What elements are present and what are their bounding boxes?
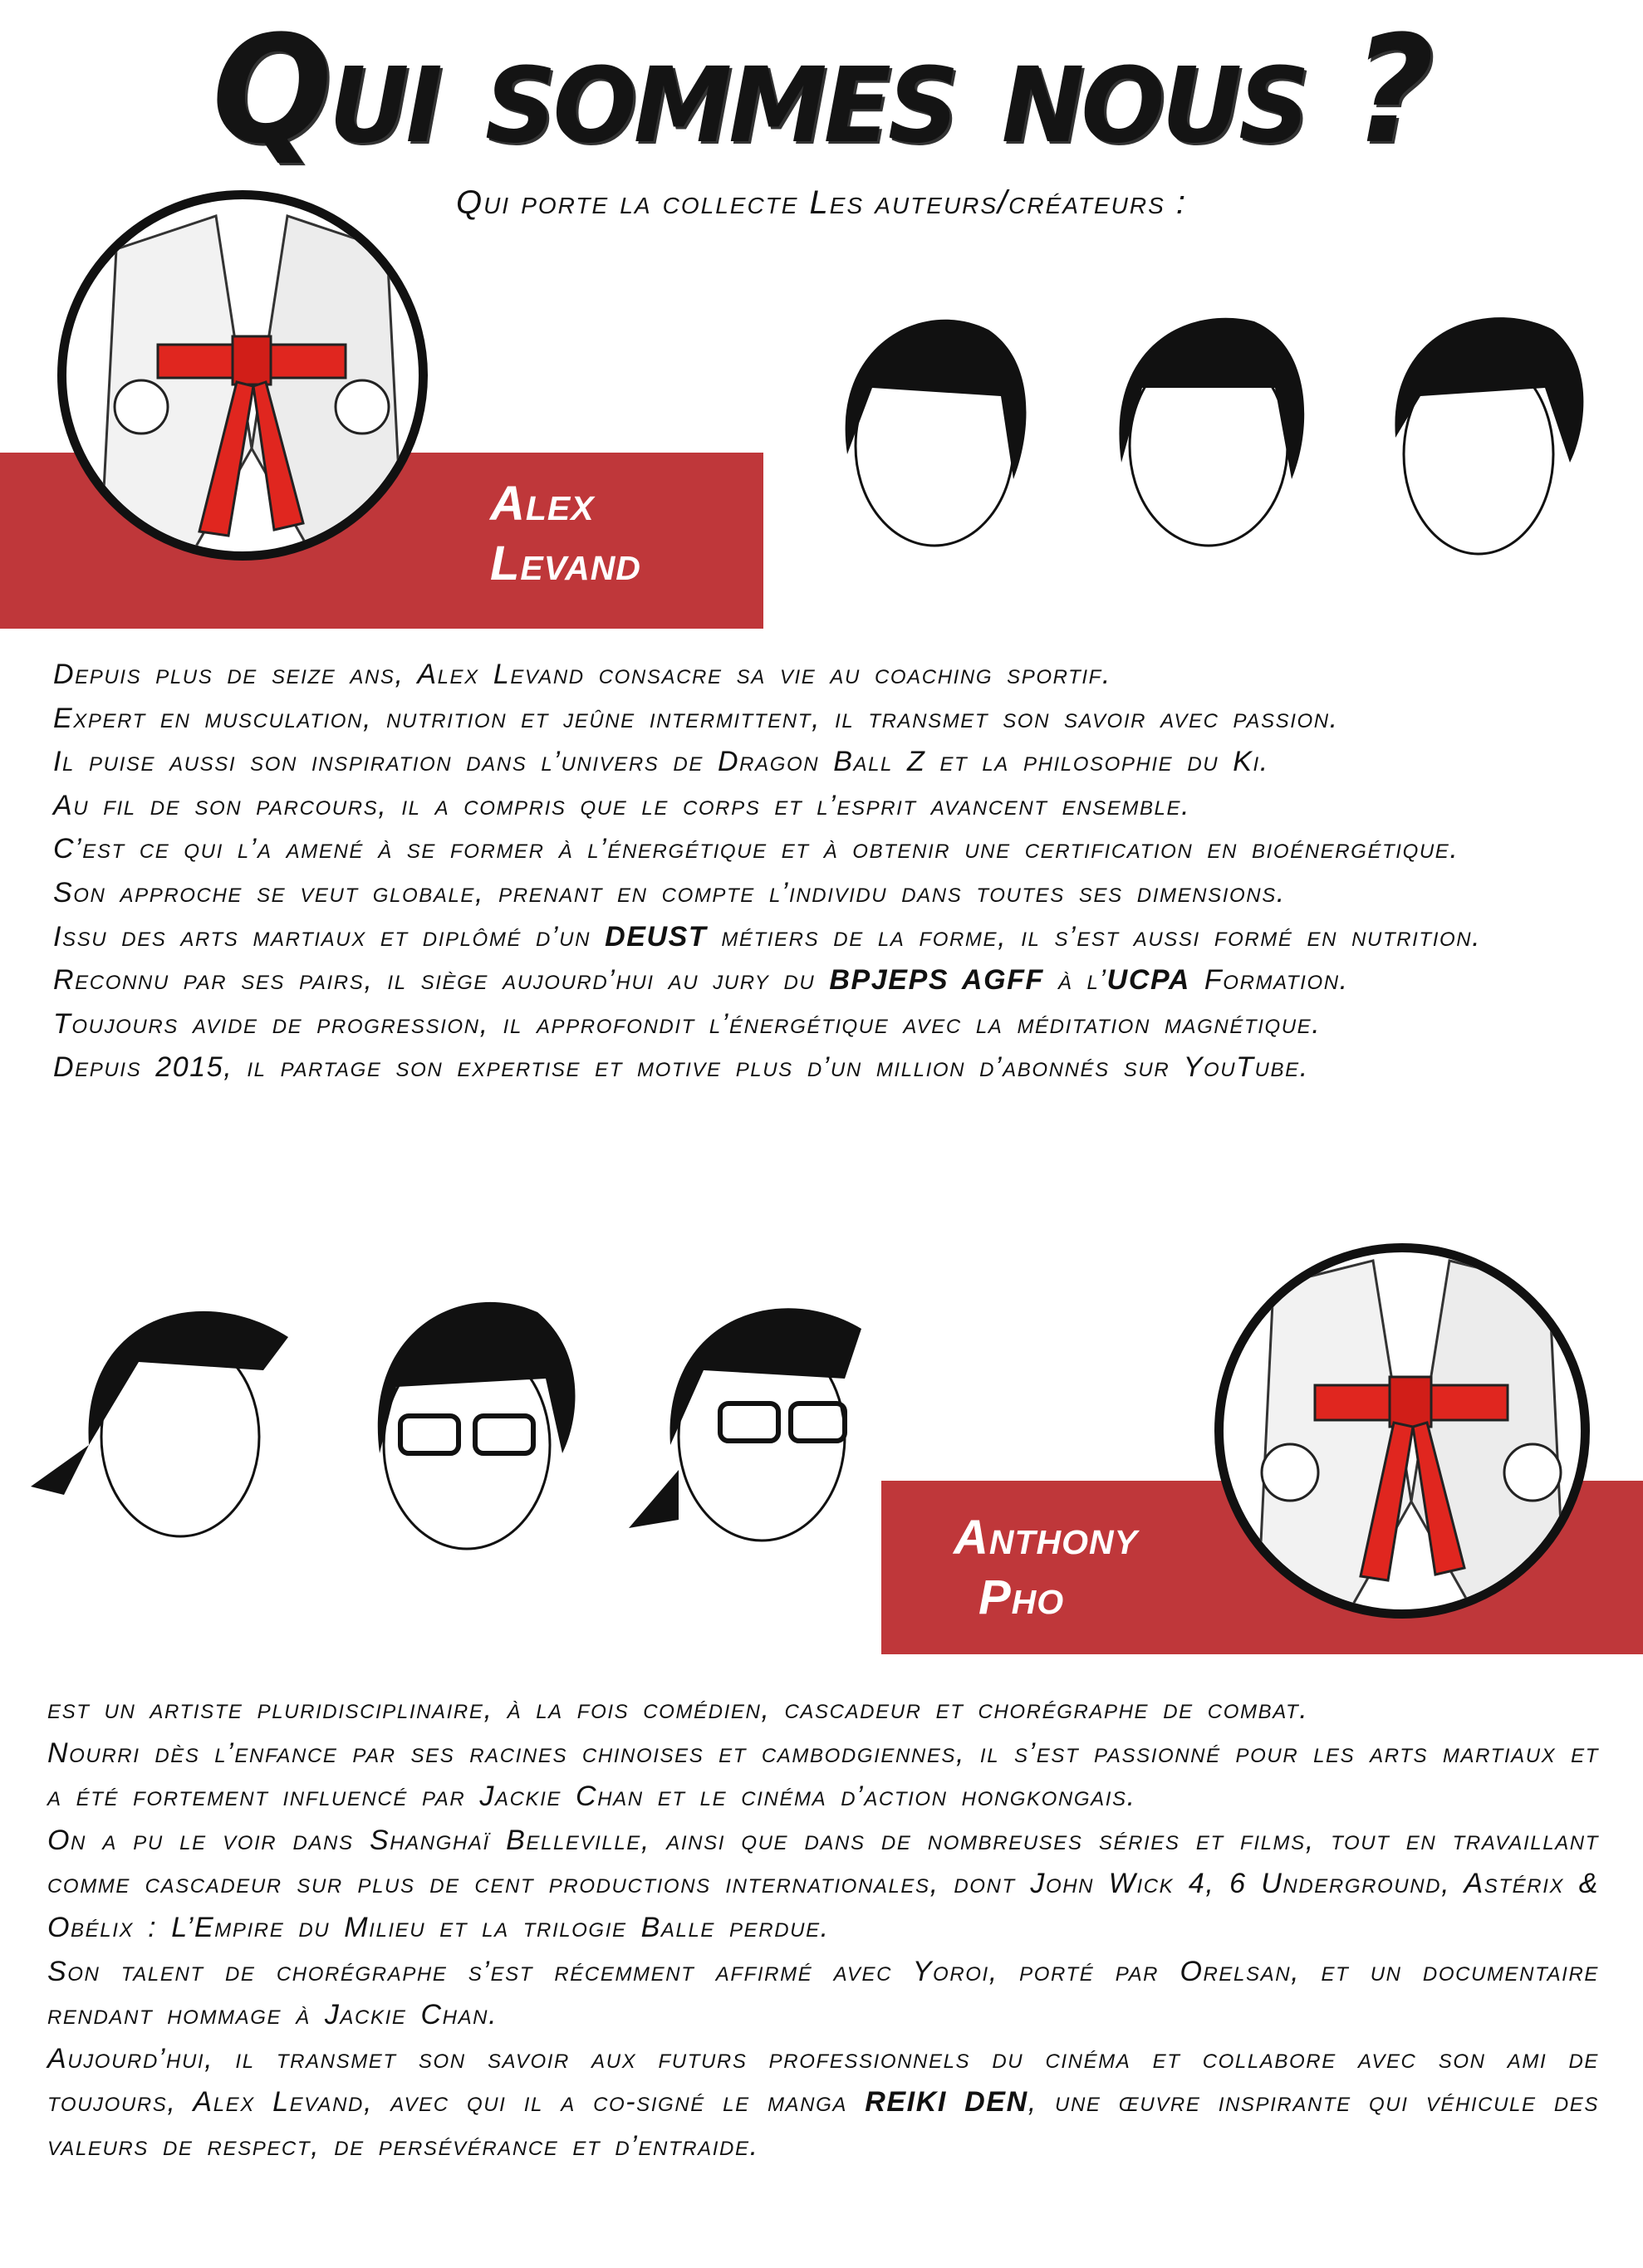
page-title: Qui sommes nous ? [212, 4, 1431, 177]
author-bio-alex [53, 653, 1605, 1090]
bio-paragraph [53, 915, 1605, 959]
bio-text: à l’ [1043, 964, 1107, 997]
bio-paragraph [53, 653, 1605, 697]
bio-text: Nourri dès l’enfance par ses racines chinoises et cambodgiennes, il s’est passionné pour les arts martiaux et a été fortement influencé par Jackie Chan et le cinéma d’action hongkongais. [47, 1737, 1599, 1813]
bio-text: Depuis plus de seize ans, Alex Levand consacre sa vie au coaching sportif. [53, 659, 1111, 690]
bio-emphasis: UCPA [1106, 964, 1190, 997]
bio-text: Reconnu par ses pairs, il siège aujourd’hui au jury du [53, 964, 830, 997]
author-name [490, 474, 641, 594]
bio-text: Au fil de son parcours, il a compris que le corps et l’esprit avancent ensemble. [53, 789, 1191, 821]
face-sketch-icon [1395, 317, 1583, 554]
bio-text: Son approche se veut globale, prenant en compte l’individu dans toutes ses dimensions. [53, 876, 1286, 909]
bio-paragraph [47, 1950, 1599, 2037]
author-name [954, 1508, 1138, 1628]
red-belt-illustration [57, 190, 428, 561]
author-last-name: Pho [978, 1570, 1065, 1624]
bio-paragraph [53, 827, 1605, 871]
bio-paragraph [53, 1046, 1605, 1090]
bio-text: métiers de la forme, il s’est aussi formé en nutrition. [707, 920, 1482, 953]
bio-text: Il puise aussi son inspiration dans l’univers de Dragon Ball Z et la philosophie du Ki. [53, 746, 1269, 778]
bio-paragraph [53, 871, 1605, 915]
bio-paragraph [53, 740, 1605, 784]
bio-text: On a pu le voir dans Shanghaï Belleville, ainsi que dans de nombreuses séries et films, tout en travaillant comme cascadeur sur plus de cent productions internationales, dont John Wick 4, 6 Underground, Astérix & Obélix : L’Empire du Milieu et la trilogie Balle perdue. [47, 1824, 1599, 1943]
bio-emphasis: DEUST [605, 920, 708, 953]
bio-paragraph [53, 784, 1605, 828]
face-sketch-icon [629, 1308, 861, 1541]
bio-text: Toujours avide de progression, il approfondit l’énergétique avec la méditation magnétique. [53, 1007, 1322, 1040]
bio-paragraph [47, 1732, 1599, 1819]
bio-text: C’est ce qui l’a amené à se former à l’énergétique et à obtenir une certification en bioénergétique. [53, 833, 1459, 865]
bio-paragraph [47, 2037, 1599, 2168]
bio-text: est un artiste pluridisciplinaire, à la fois comédien, cascadeur et chorégraphe de combat. [47, 1693, 1309, 1725]
bio-emphasis: BPJEPS AGFF [829, 964, 1044, 997]
author-bio-anthony [47, 1688, 1599, 2168]
author-first-name: Alex [490, 477, 595, 531]
red-belt-illustration [1214, 1243, 1590, 1619]
bio-paragraph [47, 1819, 1599, 1950]
face-sketch-icon [378, 1302, 576, 1549]
bio-text: Issu des arts martiaux et diplômé d’un [53, 920, 606, 953]
face-sketch-icon [31, 1311, 288, 1536]
bio-text: Son talent de chorégraphe s’est récemment affirmé avec Yoroi, porté par Orelsan, et un documentaire rendant hommage à Jackie Chan. [47, 1955, 1599, 2031]
face-sketch-icon [846, 320, 1027, 546]
bio-text: Expert en musculation, nutrition et jeûne intermittent, il transmet son savoir avec passion. [53, 702, 1339, 734]
bio-text: Aujourd’hui, il transmet son savoir aux futurs professionnels du cinéma et collabore avec son ami de toujours, Alex Levand, avec qui il a co-signé le manga [47, 2042, 1599, 2119]
author-first-name: Anthony [954, 1511, 1138, 1565]
bio-paragraph [47, 1688, 1599, 1732]
author-last-name: Levand [490, 536, 641, 590]
face-sketch-icon [1119, 318, 1304, 546]
bio-text: Depuis 2015, il partage son expertise et motive plus d’un million d’abonnés sur YouTube. [53, 1051, 1309, 1084]
bio-emphasis: REIKI DEN [865, 2086, 1028, 2119]
page-subtitle: Qui porte la collecte Les auteurs/créateurs : [455, 184, 1188, 221]
bio-paragraph [53, 1002, 1605, 1046]
bio-text: , une œuvre inspirante qui véhicule des valeurs de respect, de persévérance et d’entraide. [47, 2086, 1599, 2162]
anthony-portrait-sketches [14, 1279, 911, 1590]
bio-paragraph [53, 697, 1605, 741]
bio-paragraph [53, 958, 1605, 1002]
bio-text: Formation. [1189, 964, 1349, 997]
alex-portrait-sketches [822, 296, 1591, 579]
